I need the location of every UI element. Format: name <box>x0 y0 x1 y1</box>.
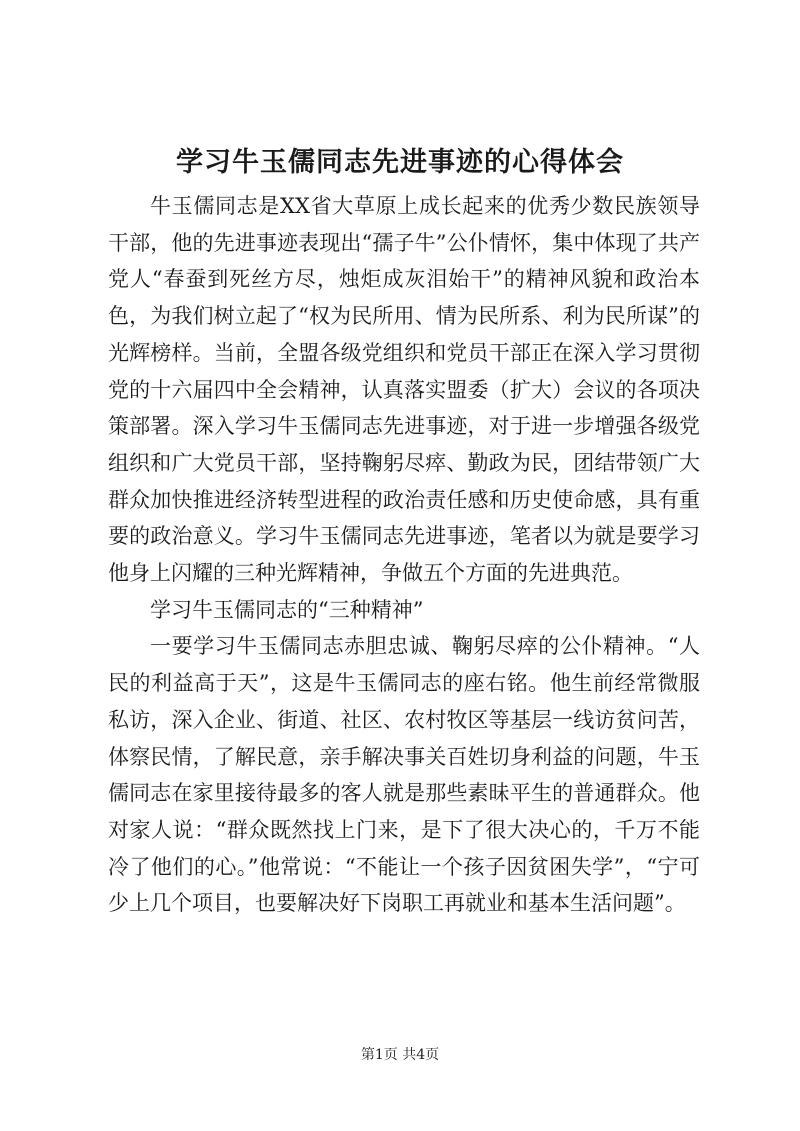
paragraph-spirit-one: 一要学习牛玉儒同志赤胆忠诚、鞠躬尽瘁的公仆精神。“人民的利益高于天”，这是牛玉儒同志的座右铭。他生前经常微服私访，深入企业、街道、社区、农村牧区等基层一线访贫问苦，体察民情，了解民意，亲手解决事关百姓切身利益的问题，牛玉儒同志在家里接待最多的客人就是那些素昧平生的普通群众。他对家人说：“群众既然找上门来，是下了很大决心的，千万不能冷了他们的心。”他常说：“不能让一个孩子因贫困失学”，“宁可少上几个项目，也要解决好下岗职工再就业和基本生活问题”。 <box>108 634 700 916</box>
page-number-footer: 第1页 共4页 <box>360 1047 440 1063</box>
document-body <box>108 188 700 922</box>
paragraph-intro: 牛玉儒同志是XX省大草原上成长起来的优秀少数民族领导干部，他的先进事迹表现出“孺子牛”公仆情怀，集中体现了共产党人“春蚕到死丝方尽，烛炬成灰泪始干”的精神风貌和政治本色，为我们树立起了“权为民所用、情为民所系、利为民所谋”的光辉榜样。当前，全盟各级党组织和党员干部正在深入学习贯彻党的十六届四中全会精神，认真落实盟委（扩大）会议的各项决策部署。深入学习牛玉儒同志先进事迹，对于进一步增强各级党组织和广大党员干部，坚持鞠躬尽瘁、勤政为民，团结带领广大群众加快推进经济转型进程的政治责任感和历史使命感，具有重要的政治意义。学习牛玉儒同志先进事迹，笔者以为就是要学习他身上闪耀的三种光辉精神，争做五个方面的先进典范。 <box>108 194 700 586</box>
document-title: 学习牛玉儒同志先进事迹的心得体会 <box>176 147 624 178</box>
paragraph-section-heading: 学习牛玉儒同志的“三种精神” <box>150 597 424 622</box>
